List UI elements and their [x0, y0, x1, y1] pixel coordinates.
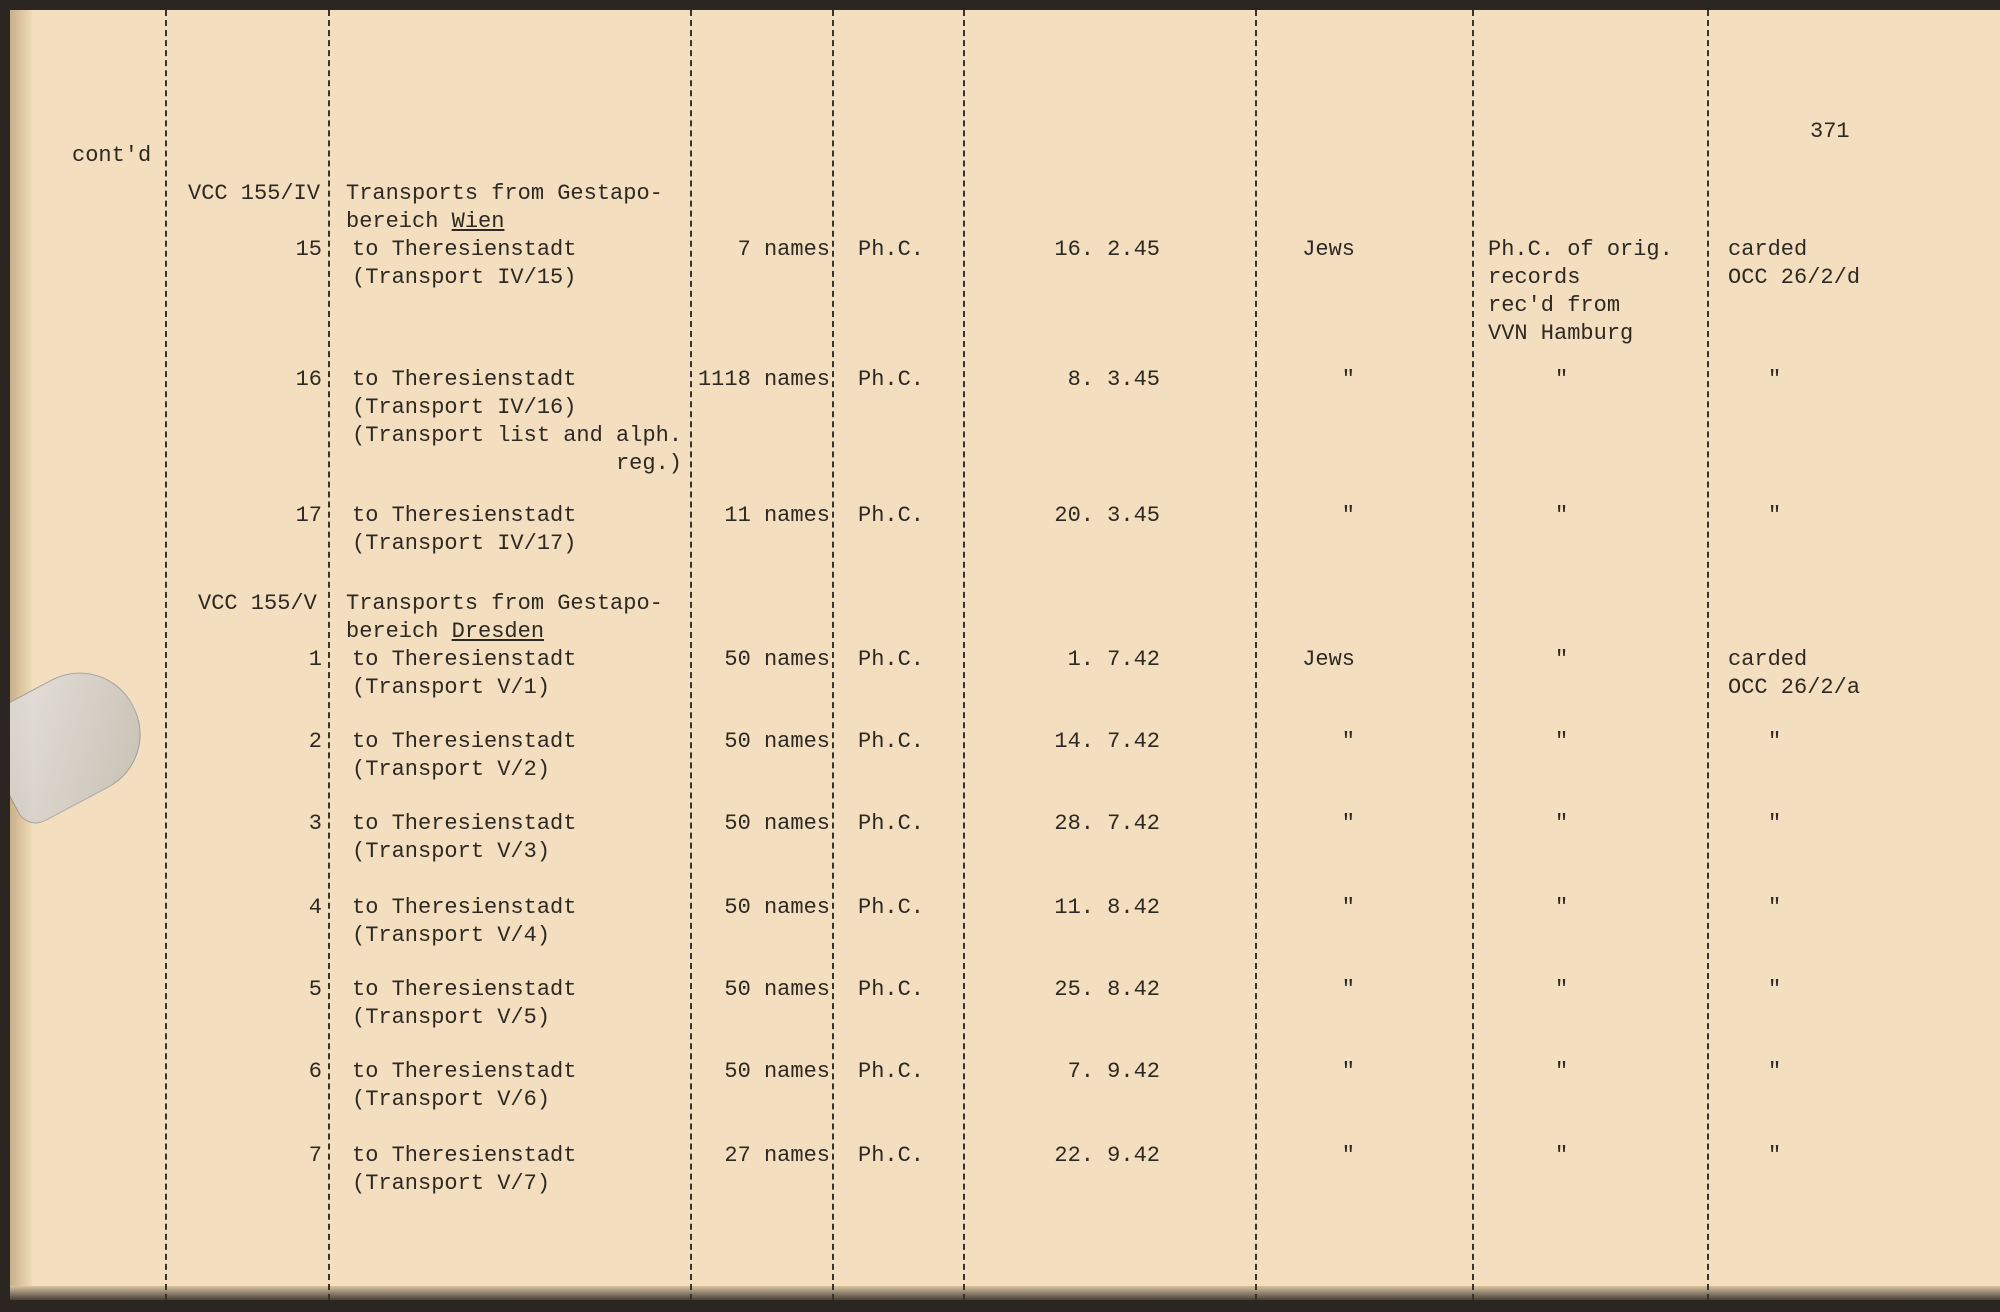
- row-description-line: (Transport V/4): [352, 923, 551, 948]
- row-medium: Ph.C.: [858, 1143, 925, 1168]
- group-reference: VCC 155/V: [198, 591, 317, 616]
- row-date: 28. 7.42: [1054, 811, 1160, 836]
- row-number: 15: [295, 237, 322, 262]
- row-date: 22. 9.42: [1054, 1143, 1160, 1168]
- row-remarks-line: VVN Hamburg: [1488, 321, 1634, 346]
- row-carded-line: ": [1768, 811, 1782, 836]
- ledger-page: [10, 10, 2000, 1300]
- row-remarks-line: ": [1555, 729, 1569, 754]
- row-category: ": [1341, 1143, 1355, 1168]
- row-medium: Ph.C.: [858, 237, 925, 262]
- row-medium: Ph.C.: [858, 503, 925, 528]
- row-remarks-line: ": [1555, 503, 1569, 528]
- row-number: 16: [295, 367, 322, 392]
- row-date: 25. 8.42: [1054, 977, 1160, 1002]
- row-carded-line: ": [1768, 503, 1782, 528]
- row-medium: Ph.C.: [858, 977, 925, 1002]
- row-category: Jews: [1302, 237, 1355, 262]
- group-heading-line: bereich Wien: [346, 209, 505, 234]
- row-number: 2: [308, 729, 322, 754]
- row-carded-line: ": [1768, 729, 1782, 754]
- row-count: 50 names: [724, 811, 830, 836]
- row-date: 7. 9.42: [1067, 1059, 1160, 1084]
- row-description-line: to Theresienstadt: [352, 503, 577, 528]
- row-description-line: to Theresienstadt: [352, 977, 577, 1002]
- row-description-line: to Theresienstadt: [352, 895, 577, 920]
- row-date: 1. 7.42: [1067, 647, 1160, 672]
- row-category: ": [1341, 895, 1355, 920]
- row-remarks-line: ": [1555, 1143, 1569, 1168]
- row-description-line: (Transport V/1): [352, 675, 551, 700]
- column-rule: [1707, 10, 1709, 1300]
- row-number: 3: [308, 811, 322, 836]
- row-date: 8. 3.45: [1067, 367, 1160, 392]
- row-remarks-line: Ph.C. of orig.: [1488, 237, 1673, 262]
- row-carded-line: ": [1768, 977, 1782, 1002]
- row-description-line: to Theresienstadt: [352, 367, 577, 392]
- row-carded-line: ": [1768, 367, 1782, 392]
- column-rule: [328, 10, 330, 1300]
- row-description-line: (Transport V/3): [352, 839, 551, 864]
- row-description-line: (Transport IV/17): [352, 531, 577, 556]
- row-category: ": [1341, 729, 1355, 754]
- row-count: 50 names: [724, 977, 830, 1002]
- row-medium: Ph.C.: [858, 1059, 925, 1084]
- row-description-line: (Transport IV/15): [352, 265, 577, 290]
- paper-clip: [10, 651, 162, 830]
- row-description-line: to Theresienstadt: [352, 811, 577, 836]
- row-medium: Ph.C.: [858, 647, 925, 672]
- row-carded-line: OCC 26/2/d: [1728, 265, 1861, 290]
- row-description-line: to Theresienstadt: [352, 1143, 577, 1168]
- row-category: Jews: [1302, 647, 1355, 672]
- row-carded-line: carded: [1728, 647, 1808, 672]
- row-remarks-line: ": [1555, 367, 1569, 392]
- row-description-line: (Transport V/6): [352, 1087, 551, 1112]
- row-description-line: to Theresienstadt: [352, 647, 577, 672]
- cont-label: cont'd: [72, 143, 152, 168]
- row-category: ": [1341, 811, 1355, 836]
- row-number: 7: [308, 1143, 322, 1168]
- row-category: ": [1341, 1059, 1355, 1084]
- row-number: 4: [308, 895, 322, 920]
- row-category: ": [1341, 367, 1355, 392]
- row-description-line: to Theresienstadt: [352, 1059, 577, 1084]
- row-number: 5: [308, 977, 322, 1002]
- row-carded-line: carded: [1728, 237, 1808, 262]
- page-number: 371: [1810, 119, 1850, 144]
- row-number: 1: [308, 647, 322, 672]
- row-remarks-line: ": [1555, 1059, 1569, 1084]
- row-count: 27 names: [724, 1143, 830, 1168]
- column-rule: [832, 10, 834, 1300]
- column-rule: [963, 10, 965, 1300]
- row-carded-line: ": [1768, 1143, 1782, 1168]
- row-category: ": [1341, 977, 1355, 1002]
- row-description-line: to Theresienstadt: [352, 729, 577, 754]
- row-remarks-line: ": [1555, 977, 1569, 1002]
- row-count: 7 names: [737, 237, 830, 262]
- row-carded-line: ": [1768, 895, 1782, 920]
- group-heading-line: Transports from Gestapo-: [346, 591, 663, 616]
- group-heading-line: bereich Dresden: [346, 619, 545, 644]
- row-remarks-line: ": [1555, 811, 1569, 836]
- row-count: 50 names: [724, 647, 830, 672]
- row-count: 1118 names: [697, 367, 830, 392]
- row-remarks-line: ": [1555, 895, 1569, 920]
- group-heading-line: Transports from Gestapo-: [346, 181, 663, 206]
- row-date: 16. 2.45: [1054, 237, 1160, 262]
- row-remarks-line: ": [1555, 647, 1569, 672]
- page-bottom-edge: [10, 1286, 2000, 1300]
- row-medium: Ph.C.: [858, 729, 925, 754]
- row-date: 20. 3.45: [1054, 503, 1160, 528]
- row-remarks-line: records: [1488, 265, 1581, 290]
- row-date: 14. 7.42: [1054, 729, 1160, 754]
- row-description-line: (Transport V/2): [352, 757, 551, 782]
- row-description-line: (Transport list and alph.: [352, 423, 683, 448]
- group-reference: VCC 155/IV: [188, 181, 321, 206]
- column-rule: [1472, 10, 1474, 1300]
- row-remarks-line: rec'd from: [1488, 293, 1621, 318]
- row-description-line: (Transport V/7): [352, 1171, 551, 1196]
- row-description-line: (Transport V/5): [352, 1005, 551, 1030]
- row-count: 11 names: [724, 503, 830, 528]
- row-description-line: to Theresienstadt: [352, 237, 577, 262]
- row-carded-line: OCC 26/2/a: [1728, 675, 1861, 700]
- row-date: 11. 8.42: [1054, 895, 1160, 920]
- row-number: 6: [308, 1059, 322, 1084]
- row-count: 50 names: [724, 1059, 830, 1084]
- row-category: ": [1341, 503, 1355, 528]
- row-number: 17: [295, 503, 322, 528]
- row-carded-line: ": [1768, 1059, 1782, 1084]
- column-rule: [165, 10, 167, 1300]
- row-medium: Ph.C.: [858, 811, 925, 836]
- row-medium: Ph.C.: [858, 367, 925, 392]
- row-count: 50 names: [724, 729, 830, 754]
- row-description-line: reg.): [615, 451, 682, 476]
- row-medium: Ph.C.: [858, 895, 925, 920]
- row-count: 50 names: [724, 895, 830, 920]
- row-description-line: (Transport IV/16): [352, 395, 577, 420]
